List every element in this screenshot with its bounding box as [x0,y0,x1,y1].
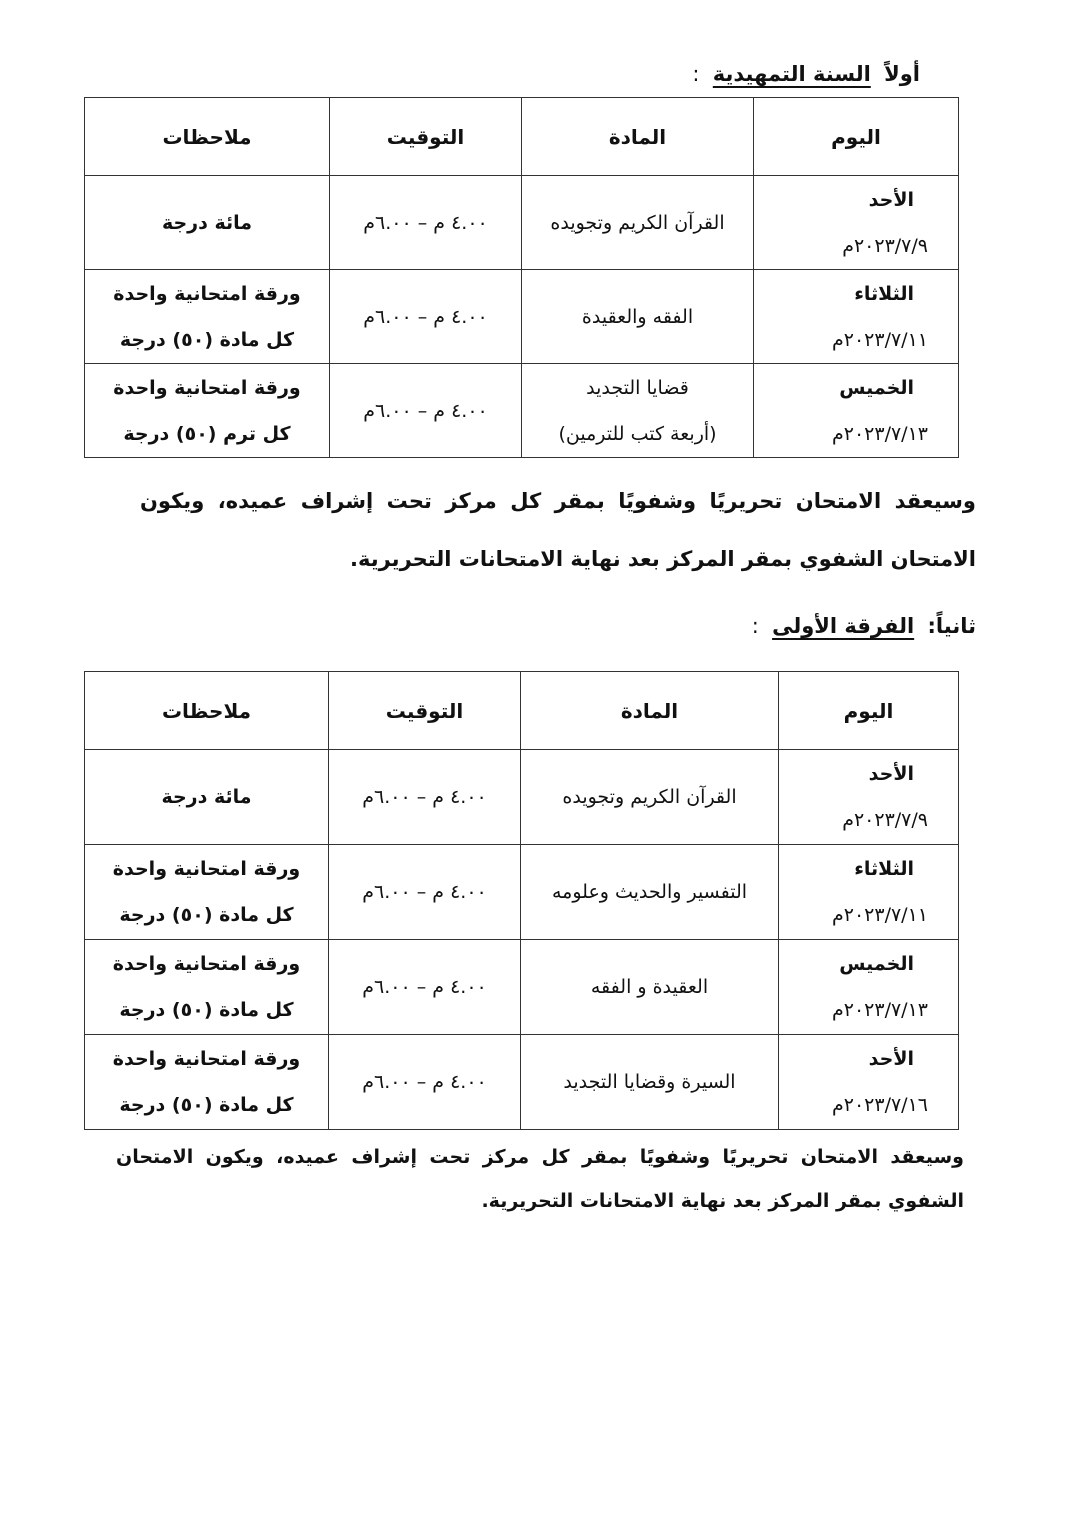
cell-notes [85,845,329,940]
cell-notes [85,176,330,270]
cell-time: ٤.٠٠ م – ٦.٠٠م [330,270,522,364]
cell-subject [522,364,754,458]
header-subject: المادة [522,98,754,176]
header-subject: المادة [521,672,779,750]
note-line-2: كل مادة (٥٠) درجة [119,1094,294,1116]
cell-day [754,364,959,458]
cell-time: ٤.٠٠ م – ٦.٠٠م [330,364,522,458]
cell-time: ٤.٠٠ م – ٦.٠٠م [329,1035,521,1130]
note-line-2: كل مادة (٥٠) درجة [119,999,294,1021]
table-row [85,176,959,270]
note-line-1: ورقة امتحانية واحدة [112,858,301,880]
table-row [85,270,959,364]
section2-schedule-table [84,671,959,1130]
day-date: ٢٠٢٣/٧/٩م [842,234,928,257]
subject-name: القرآن الكريم وتجويده [550,211,725,234]
note-line-2: كل مادة (٥٠) درجة [119,904,294,926]
section1-note: وسيعقد الامتحان تحريريًا وشفويًا بمقر كل مركز تحت إشراف عميده، ويكون الامتحان الشفوي بمقر المركز بعد نهاية الامتحانات التحريرية. [140,489,976,571]
subject-name: القرآن الكريم وتجويده [562,786,737,808]
day-date: ٢٠٢٣/٧/١٣م [831,422,928,445]
cell-subject [522,176,754,270]
day-date: ٢٠٢٣/٧/١١م [831,328,928,351]
note-line-1: ورقة امتحانية واحدة [112,1048,301,1070]
table-row [85,1035,959,1130]
subject-subtitle: (أربعة كتب للترمين) [558,422,717,445]
section1-heading-lead: أولاً [884,62,920,86]
section1-schedule-table [84,97,959,458]
table-header-row [85,672,959,750]
header-day: اليوم [754,98,959,176]
cell-subject [521,1035,779,1130]
cell-subject [522,270,754,364]
day-name: الثلاثاء [854,858,914,880]
section2-heading-title: الفرقة الأولى [772,614,915,638]
day-date: ٢٠٢٣/٧/١١م [831,904,928,926]
header-time: التوقيت [329,672,521,750]
day-name: الثلاثاء [854,282,914,305]
cell-notes [85,940,329,1035]
header-notes: ملاحظات [85,672,329,750]
cell-day [779,845,959,940]
cell-notes [85,1035,329,1130]
note-line-1: ورقة امتحانية واحدة [112,953,301,975]
section2-heading [752,614,976,638]
cell-subject [521,940,779,1035]
note-line-2: كل ترم (٥٠) درجة [123,422,291,445]
section2-note: وسيعقد الامتحان تحريريًا وشفويًا بمقر كل مركز تحت إشراف عميده، ويكون الامتحان الشفوي بمقر المركز بعد نهاية الامتحانات التحريرية. [116,1146,964,1212]
note-line-1: مائة درجة [161,211,253,234]
table-row [85,940,959,1035]
day-date: ٢٠٢٣/٧/١٣م [831,999,928,1021]
day-name: الأحد [868,1048,914,1070]
cell-day [754,270,959,364]
cell-time: ٤.٠٠ م – ٦.٠٠م [329,940,521,1035]
day-name: الخميس [839,376,914,399]
note-line-2: كل مادة (٥٠) درجة [119,328,295,351]
section1-heading-title: السنة التمهيدية [712,62,871,86]
section2-heading-lead: ثانياً: [927,614,976,638]
cell-day [779,750,959,845]
section1-heading-colon: : [692,62,700,86]
header-time: التوقيت [330,98,522,176]
day-name: الأحد [868,188,914,211]
day-name: الأحد [868,763,914,785]
note-line-1: ورقة امتحانية واحدة [113,282,301,305]
table-header-row [85,98,959,176]
cell-subject [521,845,779,940]
day-date: ٢٠٢٣/٧/٩م [842,809,928,831]
note-line-1: ورقة امتحانية واحدة [113,376,301,399]
subject-name: العقيدة و الفقه [590,976,709,998]
subject-name: الفقه والعقيدة [581,305,694,328]
cell-day [779,1035,959,1130]
day-name: الخميس [839,953,914,975]
table-row [85,750,959,845]
subject-name: التفسير والحديث وعلومه [551,881,748,903]
table-row [85,364,959,458]
note-line-1: مائة درجة [161,786,252,808]
cell-notes [85,270,330,364]
subject-name: السيرة وقضايا التجديد [563,1071,736,1093]
cell-day [779,940,959,1035]
cell-day [754,176,959,270]
table-row [85,845,959,940]
header-notes: ملاحظات [85,98,330,176]
header-day: اليوم [779,672,959,750]
section2-heading-colon: : [751,614,759,638]
cell-notes [85,364,330,458]
cell-notes [85,750,329,845]
cell-time: ٤.٠٠ م – ٦.٠٠م [330,176,522,270]
cell-time: ٤.٠٠ م – ٦.٠٠م [329,750,521,845]
day-date: ٢٠٢٣/٧/١٦م [831,1094,928,1116]
cell-subject [521,750,779,845]
section1-heading [692,62,920,86]
subject-name: قضايا التجديد [586,376,689,399]
cell-time: ٤.٠٠ م – ٦.٠٠م [329,845,521,940]
